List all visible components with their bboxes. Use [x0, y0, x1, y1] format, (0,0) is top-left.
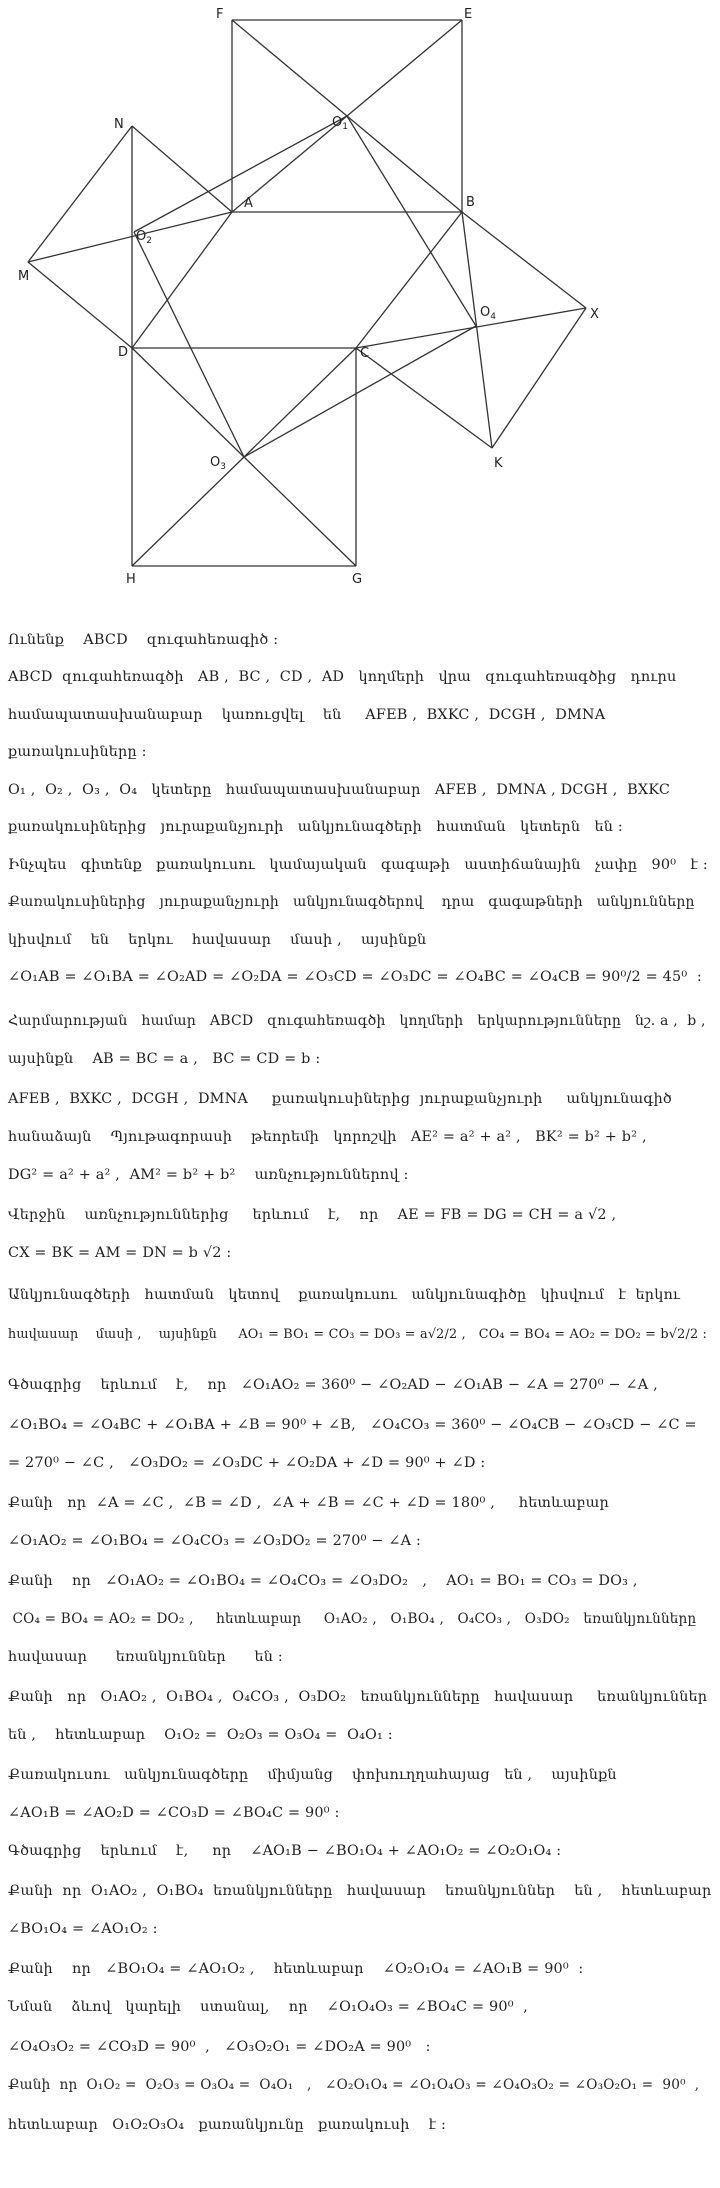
label-X: X [590, 307, 599, 322]
label-F: F [216, 7, 224, 22]
label-O4: $O_4$ [480, 305, 496, 322]
text-line: այսինքն AB = BC = a , BC = CD = b : [8, 1051, 321, 1067]
text-line: ∠O₁AO₂ = ∠O₁BO₄ = ∠O₄CO₃ = ∠O₃DO₂ = 270⁰ − ∠A : [8, 1533, 422, 1549]
label-E: E [464, 7, 473, 22]
text-line: ABCD զուգահեռագծի AB , BC , CD , AD կողմերի վրա զուգահեռագծից դուրս [8, 669, 677, 685]
text-line: Գծագրից երևում է, որ ∠AO₁B − ∠BO₁O₄ + ∠AO₁O₂ = ∠O₂O₁O₄ : [8, 1843, 562, 1859]
label-G: G [352, 572, 363, 587]
text-line: ∠O₁BO₄ = ∠O₄BC + ∠O₁BA + ∠B = 90⁰ + ∠B, ∠O₄CO₃ = 360⁰ − ∠O₄CB − ∠O₃CD − ∠C = [8, 1417, 697, 1433]
text-line: Անկյունագծերի հատման կետով քառակուսու անկյունագիծը կիսվում է երկու [8, 1287, 681, 1303]
segment-MN [28, 126, 132, 262]
text-line: Քանի որ ∠O₁AO₂ = ∠O₁BO₄ = ∠O₄CO₃ = ∠O₃DO₂ , AO₁ = BO₁ = CO₃ = DO₃ , [8, 1573, 638, 1589]
label-O1: $O_1$ [332, 115, 348, 132]
segment-O1O2 [134, 116, 347, 232]
segment-O2O3 [134, 232, 244, 457]
text-line: հետևաբար O₁O₂O₃O₄ քառանկյունը քառակուսի է : [8, 2117, 447, 2133]
label-N: N [114, 117, 124, 132]
text-line: քառակուսիներից յուրաքանչյուրի անկյունագծերի հատման կետերն են : [8, 819, 623, 835]
text-line: են , հետևաբար O₁O₂ = O₂O₃ = O₃O₄ = O₄O₁ : [8, 1727, 393, 1743]
text-line: Քանի որ O₁AO₂ , O₁BO₄ , O₄CO₃ , O₃DO₂ եռանկյունները հավասար եռանկյուններ [8, 1689, 708, 1705]
text-line: Նման ձևով կարելի ստանալ, որ ∠O₁O₄O₃ = ∠BO₄C = 90⁰ , [8, 1999, 529, 2015]
segment-KC [356, 348, 492, 448]
text-line: համապատասխանաբար կառուցվել են AFEB , BXKC , DCGH , DMNA [8, 707, 606, 723]
label-B: B [466, 195, 475, 210]
text-line: հավասար եռանկյուններ են : [8, 1649, 283, 1665]
segment-XK [492, 308, 586, 448]
text-line: ∠O₁AB = ∠O₁BA = ∠O₂AD = ∠O₂DA = ∠O₃CD = ∠O₃DC = ∠O₄BC = ∠O₄CB = 90⁰/2 = 45⁰ : [8, 969, 702, 985]
segment-BX [462, 212, 586, 308]
label-K: K [494, 456, 503, 471]
diagonal-CX [356, 308, 586, 348]
label-O3: $O_3$ [210, 455, 226, 472]
text-line: հանաձայն Պյութագորասի թեորեմի կորոշվի AE² = a² + a² , BK² = b² + b² , [8, 1129, 647, 1145]
label-H: H [126, 572, 136, 587]
text-line: հավասար մասի , այսինքն AO₁ = BO₁ = CO₃ = DO₃ = a√2/2 , CO₄ = BO₄ = AO₂ = DO₂ = b√2/2 : [8, 1327, 708, 1342]
text-line: = 270⁰ − ∠C , ∠O₃DO₂ = ∠O₃DC + ∠O₂DA + ∠D = 90⁰ + ∠D : [8, 1455, 486, 1471]
segment-DM [28, 262, 132, 348]
text-line: Քանի որ O₁AO₂ , O₁BO₄ եռանկյունները հավասար եռանկյուններ են , հետևաբար [8, 1883, 712, 1899]
text-line: ∠O₄O₃O₂ = ∠CO₃D = 90⁰ , ∠O₃O₂O₁ = ∠DO₂A = 90⁰ : [8, 2039, 431, 2055]
text-line: Քառակուսու անկյունագծերը միմյանց փոխուղղահայաց են , այսինքն [8, 1767, 617, 1783]
text-line: Քառակուսիներից յուրաքանչյուրի անկյունագծերով դրա գագաթների անկյունները [8, 894, 695, 910]
diagonal-BK [462, 212, 492, 448]
segment-BC [356, 212, 462, 348]
text-line: ∠AO₁B = ∠AO₂D = ∠CO₃D = ∠BO₄C = 90⁰ : [8, 1805, 340, 1821]
text-line: CO₄ = BO₄ = AO₂ = DO₂ , հետևաբար O₁AO₂ , O₁BO₄ , O₄CO₃ , O₃DO₂ եռանկյունները [8, 1611, 697, 1627]
text-line: Քանի որ ∠BO₁O₄ = ∠AO₁O₂ , հետևաբար ∠O₂O₁O₄ = ∠AO₁B = 90⁰ : [8, 1961, 584, 1977]
text-line: Ինչպես գիտենք քառակուսու կամայական գագաթի աստիճանային չափը 90⁰ է : [8, 857, 708, 873]
text-line: Վերջին առնչություններից երևում է, որ AE = FB = DG = CH = a √2 , [8, 1207, 617, 1223]
text-line: Քանի որ ∠A = ∠C , ∠B = ∠D , ∠A + ∠B = ∠C + ∠D = 180⁰ , հետևաբար [8, 1495, 609, 1511]
text-line: ∠BO₁O₄ = ∠AO₁O₂ : [8, 1921, 158, 1937]
text-line: Գծագրից երևում է, որ ∠O₁AO₂ = 360⁰ − ∠O₂AD − ∠O₁AB − ∠A = 270⁰ − ∠A , [8, 1377, 658, 1393]
geometry-figure [0, 0, 720, 590]
label-A: A [244, 196, 253, 211]
segment-O4O1 [347, 116, 476, 326]
text-line: DG² = a² + a² , AM² = b² + b² առնչություններով : [8, 1167, 409, 1183]
label-D: D [118, 345, 129, 360]
text-line: O₁ , O₂ , O₃ , O₄ կետերը համապատասխանաբար AFEB , DMNA , DCGH , BXKC [8, 782, 671, 798]
text-line: Հարմարության համար ABCD զուգահեռագծի կողմերի երկարությունները նշ. a , b , [8, 1013, 706, 1029]
label-M: M [18, 269, 30, 284]
label-C: C [360, 346, 370, 361]
text-line: կիսվում են երկու հավասար մասի , այսինքն [8, 932, 427, 948]
segment-NA [132, 126, 232, 212]
text-line: քառակուսիները : [8, 744, 147, 760]
text-line: AFEB , BXKC , DCGH , DMNA քառակուսիներից յուրաքանչյուրի անկյունագիծ [8, 1091, 672, 1107]
label-O2: $O_2$ [136, 229, 152, 246]
text-line: Քանի որ O₁O₂ = O₂O₃ = O₃O₄ = O₄O₁ , ∠O₂O₁O₄ = ∠O₁O₄O₃ = ∠O₄O₃O₂ = ∠O₃O₂O₁ = 90⁰ , [8, 2077, 700, 2093]
text-line: Ունենք ABCD զուգահեռագիծ : [8, 632, 279, 648]
text-line: CX = BK = AM = DN = b √2 : [8, 1245, 232, 1261]
